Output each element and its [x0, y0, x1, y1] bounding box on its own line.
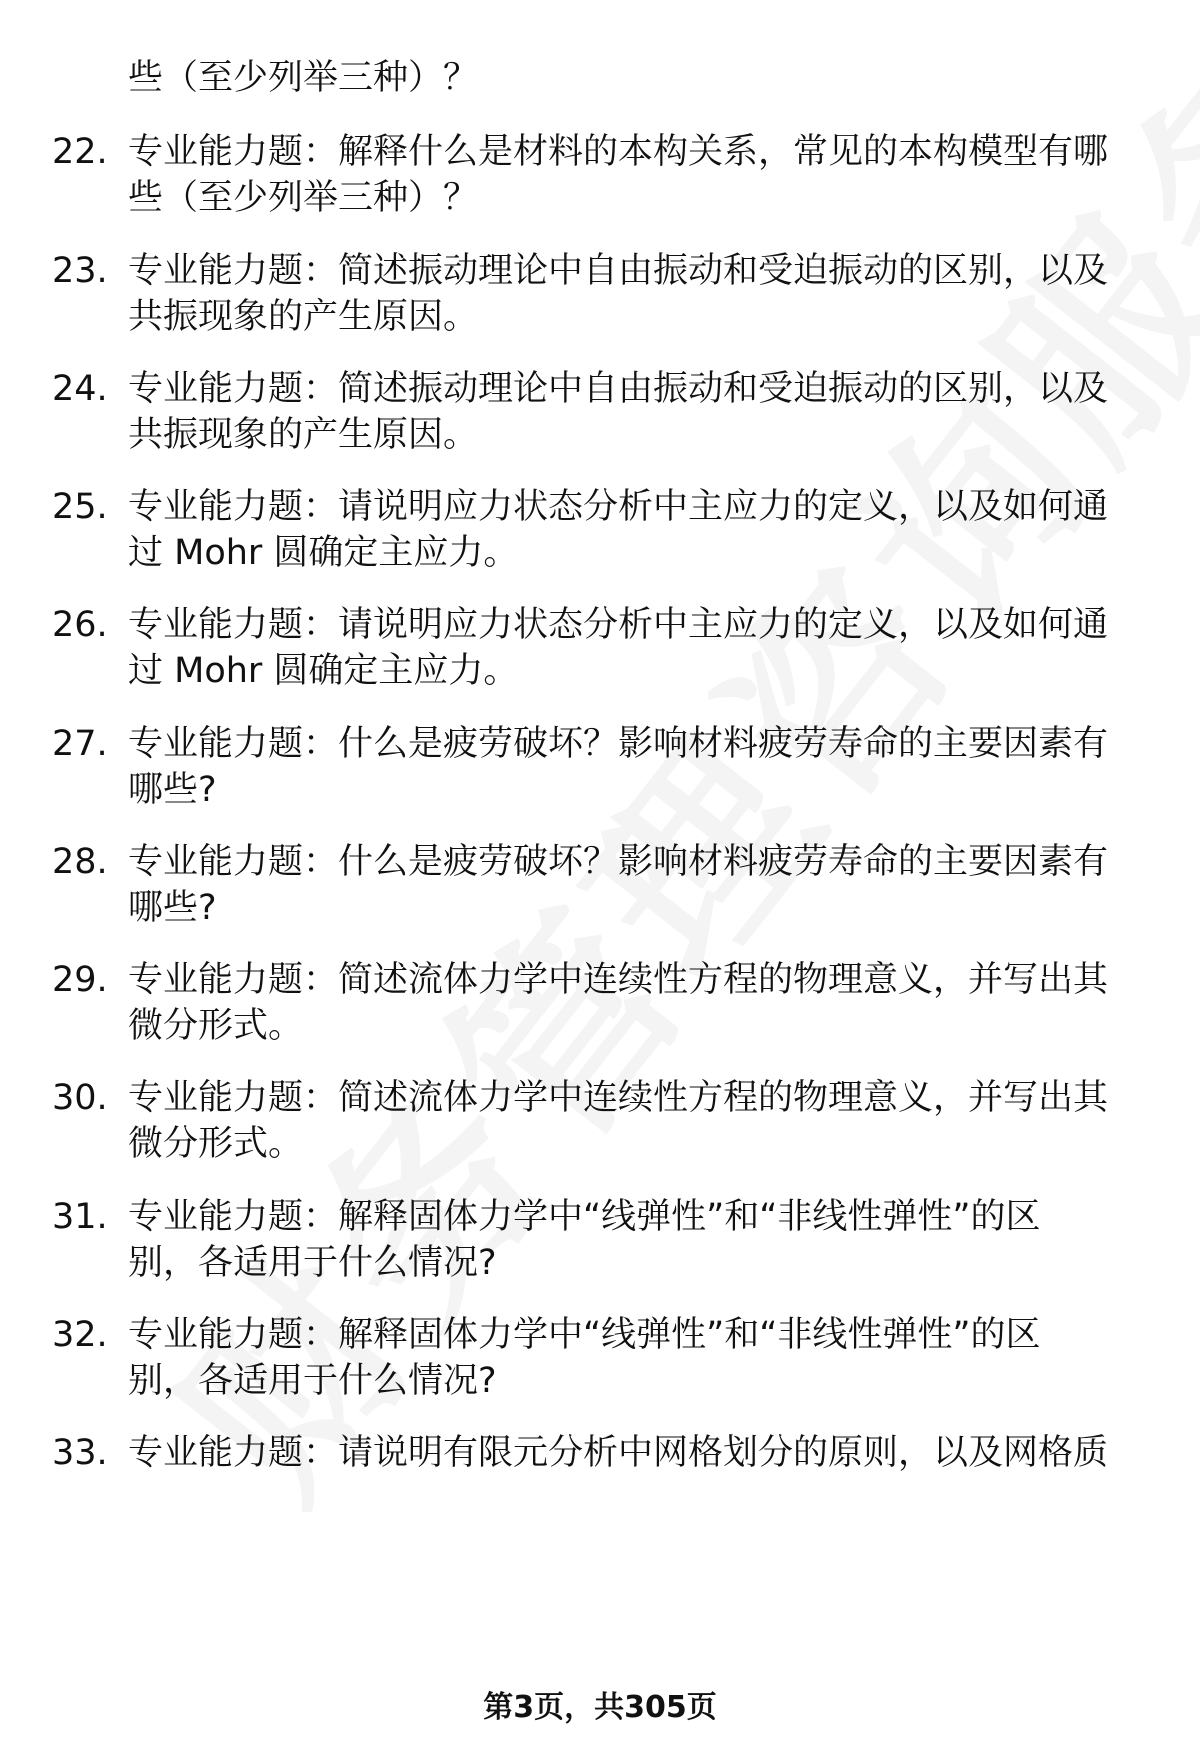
question-number: 33.	[52, 1433, 108, 1473]
question-text: 专业能力题：解释什么是材料的本构关系，常见的本构模型有哪 些（至少列举三种）？	[128, 132, 1109, 218]
question-number: 25.	[52, 487, 108, 527]
question-text: 专业能力题：简述流体力学中连续性方程的物理意义，并写出其 微分形式。	[128, 1078, 1109, 1164]
question-number: 31.	[52, 1197, 108, 1237]
question-number: 32.	[52, 1315, 108, 1355]
continued-question-fragment: 些（至少列举三种）？	[128, 58, 479, 98]
question-text: 专业能力题：请说明应力状态分析中主应力的定义，以及如何通 过 Mohr 圆确定主应力。	[128, 605, 1109, 691]
question-text: 专业能力题：请说明有限元分析中网格划分的原则，以及网格质	[128, 1433, 1109, 1473]
question-number: 28.	[52, 842, 108, 882]
question-text: 专业能力题：简述振动理论中自由振动和受迫振动的区别，以及 共振现象的产生原因。	[128, 251, 1109, 337]
question-text: 专业能力题：解释固体力学中“线弹性”和“非线性弹性”的区 别，各适用于什么情况?	[128, 1315, 1041, 1401]
page-footer: 第3页，共305页	[483, 1690, 717, 1725]
question-number: 29.	[52, 960, 108, 1000]
question-number: 26.	[52, 605, 108, 645]
question-number: 24.	[52, 369, 108, 409]
question-number: 23.	[52, 251, 108, 291]
question-text: 专业能力题：简述振动理论中自由振动和受迫振动的区别，以及 共振现象的产生原因。	[128, 369, 1109, 455]
question-number: 22.	[52, 132, 108, 172]
question-number: 30.	[52, 1078, 108, 1118]
question-number: 27.	[52, 724, 108, 764]
question-text: 专业能力题：请说明应力状态分析中主应力的定义，以及如何通 过 Mohr 圆确定主应力。	[128, 487, 1109, 573]
question-text: 专业能力题：什么是疲劳破坏？影响材料疲劳寿命的主要因素有 哪些?	[128, 724, 1109, 810]
question-text: 专业能力题：什么是疲劳破坏？影响材料疲劳寿命的主要因素有 哪些?	[128, 842, 1109, 928]
question-text: 专业能力题：解释固体力学中“线弹性”和“非线性弹性”的区 别，各适用于什么情况?	[128, 1197, 1041, 1283]
question-text: 专业能力题：简述流体力学中连续性方程的物理意义，并写出其 微分形式。	[128, 960, 1109, 1046]
